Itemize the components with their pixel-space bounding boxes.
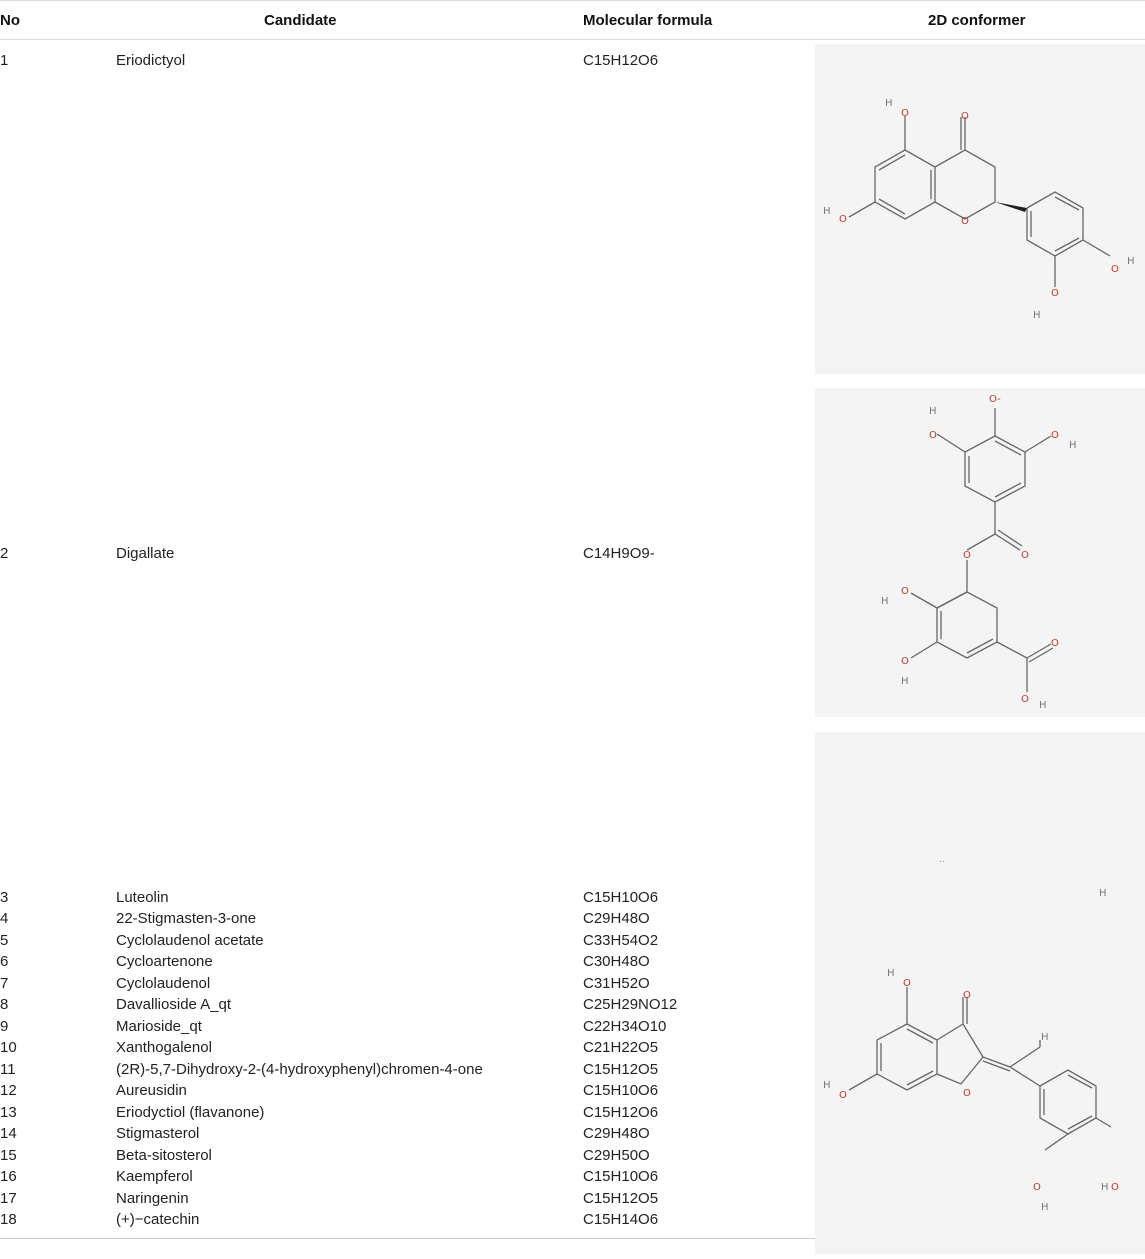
row-17-candidate: Naringenin [116,1190,189,1207]
row-2-no: 2 [0,545,9,562]
header-conformer: 2D conformer [928,12,1026,29]
atom-o-carbonyl: O [961,111,969,122]
row-18-formula: C15H14O6 [583,1211,659,1228]
atom-o-ring: O [961,216,969,227]
row-7-formula: C31H52O [583,975,650,992]
atom-h-6: H [823,1080,831,1091]
row-9-formula: C22H34O10 [583,1018,667,1035]
row-6-no: 6 [0,953,9,970]
row-12-candidate: Aureusidin [116,1082,187,1099]
row-17-formula: C15H12O5 [583,1190,659,1207]
atom-o-c: O [901,586,909,597]
row-3-candidate: Luteolin [116,889,169,906]
table-header [0,0,1145,40]
row-14-formula: C29H48O [583,1125,650,1142]
row-7-no: 7 [0,975,9,992]
row-11-formula: C15H12O5 [583,1061,659,1078]
row-5-no: 5 [0,932,9,949]
structure-image-digallate [815,388,1145,717]
atom-h-4p: H [1127,256,1135,267]
structure-image-eriodictyol [815,44,1145,374]
row-12-formula: C15H10O6 [583,1082,659,1099]
atom-h-acid: H [1039,700,1047,711]
structure-drawing-digallate [815,388,1145,717]
row-15-formula: C29H50O [583,1147,650,1164]
row-11-no: 11 [0,1061,16,1078]
atom-o-ring: O [963,1088,971,1099]
structure-drawing-aureusidin [815,732,1145,1254]
row-13-candidate: Eriodyctiol (flavanone) [116,1104,265,1121]
structure-drawing-eriodictyol [815,44,1145,374]
row-16-formula: C15H10O6 [583,1168,659,1185]
atom-o-d: O [901,656,909,667]
row-10-formula: C21H22O5 [583,1039,659,1056]
row-17-no: 17 [0,1190,17,1207]
table-bottom-rule [0,1238,815,1239]
atom-o-ester-carbonyl: O [1021,550,1029,561]
row-18-candidate: (+)−catechin [116,1211,200,1228]
row-4-no: 4 [0,910,9,927]
atom-o-5: O [901,108,909,119]
atom-h-5: H [885,98,893,109]
row-15-no: 15 [0,1147,17,1164]
row-10-no: 10 [0,1039,17,1056]
row-13-no: 13 [0,1104,17,1121]
row-9-no: 9 [0,1018,9,1035]
structure-image-aureusidin [815,732,1145,1254]
atom-o-7: O [839,214,847,225]
atom-h-3p: H [1033,310,1041,321]
atom-h-a: H [929,406,937,417]
row-6-formula: C30H48O [583,953,650,970]
row-8-candidate: Davallioside A_qt [116,996,232,1013]
row-14-no: 14 [0,1125,17,1142]
row-18-no: 18 [0,1211,17,1228]
row-4-formula: C29H48O [583,910,650,927]
atom-h-4p: H [1101,1182,1109,1193]
row-15-candidate: Beta-sitosterol [116,1147,212,1164]
atom-h-7: H [823,206,831,217]
row-11-candidate: (2R)-5,7-Dihydroxy-2-(4-hydroxyphenyl)chromen-4-one [116,1061,483,1078]
row-16-no: 16 [0,1168,17,1185]
header-formula: Molecular formula [583,12,713,29]
atom-h-b: H [1069,440,1077,451]
row-1-no: 1 [0,52,9,69]
atom-o-acid: O [1021,694,1029,705]
atom-o-4: O [903,978,911,989]
row-5-candidate: Cyclolaudenol acetate [116,932,264,949]
row-8-no: 8 [0,996,9,1013]
atom-h-3p: H [1041,1202,1049,1213]
row-8-formula: C25H29NO12 [583,996,678,1013]
header-no: No [0,12,20,29]
header-candidate: Candidate [264,12,337,29]
row-2-formula: C14H9O9- [583,545,655,562]
row-4-candidate: 22-Stigmasten-3-one [116,910,257,927]
atom-o-minus: O- [989,394,1001,405]
row-13-formula: C15H12O6 [583,1104,659,1121]
atom-o-a: O [929,430,937,441]
atom-h-vinyl: H [1041,1032,1049,1043]
row-2-candidate: Digallate [116,545,175,562]
atom-o-ester: O [963,550,971,561]
row-1-candidate: Eriodictyol [116,52,186,69]
row-3-formula: C15H10O6 [583,889,659,906]
atom-o-b: O [1051,430,1059,441]
atom-o-acid-carbonyl: O [1051,638,1059,649]
atom-o-4p: O [1111,1182,1119,1193]
row-12-no: 12 [0,1082,17,1099]
row-16-candidate: Kaempferol [116,1168,193,1185]
atom-h-stray: H [1099,888,1107,899]
atom-h-d: H [901,676,909,687]
faint-mark: .. [939,854,946,865]
atom-h-4: H [887,968,895,979]
row-9-candidate: Marioside_qt [116,1018,202,1035]
atom-o-3p: O [1033,1182,1041,1193]
row-3-no: 3 [0,889,9,906]
atom-o-carbonyl: O [963,990,971,1001]
atom-h-c: H [881,596,889,607]
atom-o-6: O [839,1090,847,1101]
row-5-formula: C33H54O2 [583,932,659,949]
row-10-candidate: Xanthogalenol [116,1039,212,1056]
row-7-candidate: Cyclolaudenol [116,975,211,992]
atom-o-4p: O [1111,264,1119,275]
row-1-formula: C15H12O6 [583,52,659,69]
row-14-candidate: Stigmasterol [116,1125,200,1142]
atom-o-3p: O [1051,288,1059,299]
row-6-candidate: Cycloartenone [116,953,213,970]
